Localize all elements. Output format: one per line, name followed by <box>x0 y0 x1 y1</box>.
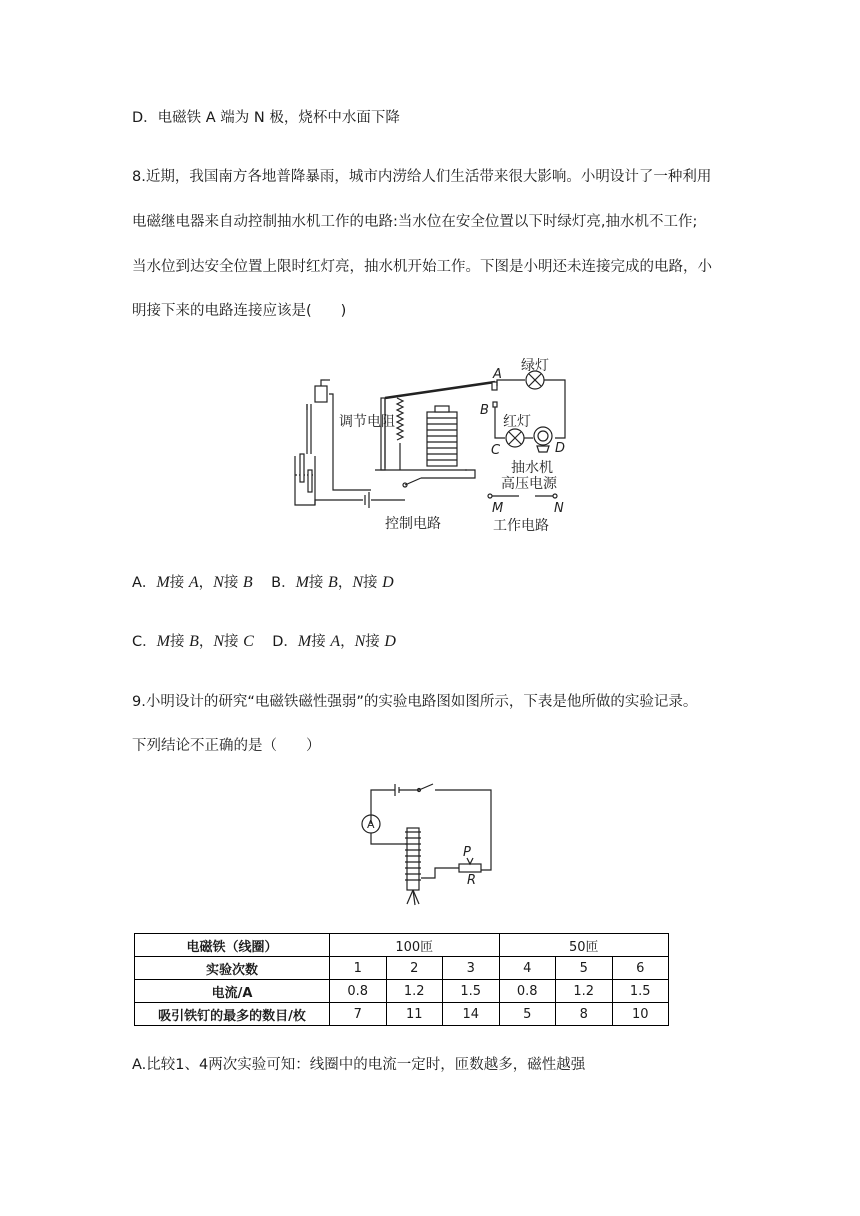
table-cell: 10 <box>612 1003 669 1026</box>
slider-p-label: P <box>463 845 471 860</box>
table-cell: 11 <box>386 1003 443 1026</box>
table-cell: 2 <box>386 957 443 980</box>
q7-option-d: D．电磁铁 A 端为 N 极，烧杯中水面下降 <box>132 110 400 126</box>
q8-line-4: 明接下来的电路连接应该是( ) <box>132 303 347 319</box>
q8-option-b: B．M接 B，N接 D <box>271 574 394 591</box>
green-lamp-label: 绿灯 <box>521 358 549 374</box>
terminal-m-label: M <box>492 501 504 516</box>
resistor-r-label: R <box>467 873 477 888</box>
q8-option-a: A．M接 A，N接 B <box>132 574 253 591</box>
experiment-record-table <box>134 933 669 1026</box>
table-cell: 1 <box>330 957 387 980</box>
table-cell: 1.5 <box>443 980 500 1003</box>
table-cell: 14 <box>443 1003 500 1026</box>
table-cell: 0.8 <box>499 980 556 1003</box>
row-header-trial: 实验次数 <box>135 957 330 980</box>
q8-line-3: 当水位到达安全位置上限时红灯亮，抽水机开始工作。下图是小明还未连接完成的电路，小 <box>132 259 712 275</box>
group-100-turns: 100匝 <box>330 934 500 957</box>
terminal-n-label: N <box>554 501 564 516</box>
q8-option-c: C．M接 B，N接 C <box>132 633 254 650</box>
q8-options-row-1 <box>132 571 394 592</box>
work-circuit-label: 工作电路 <box>493 518 549 534</box>
terminal-b-label: B <box>480 403 489 418</box>
q9-line-2: 下列结论不正确的是（ ） <box>132 738 321 754</box>
relay-circuit-diagram <box>285 350 585 540</box>
q8-line-1: 8.近期，我国南方各地普降暴雨，城市内涝给人们生活带来很大影响。小明设计了一种利用 <box>132 169 712 185</box>
group-50-turns: 50匝 <box>499 934 669 957</box>
red-lamp-label: 红灯 <box>503 414 531 430</box>
table-cell: 3 <box>443 957 500 980</box>
table-cell: 5 <box>556 957 613 980</box>
table-cell: 6 <box>612 957 669 980</box>
table-cell: 1.2 <box>386 980 443 1003</box>
table-row <box>135 980 669 1003</box>
control-circuit-label: 控制电路 <box>385 516 441 532</box>
terminal-c-label: C <box>491 443 501 458</box>
table-row <box>135 957 669 980</box>
terminal-d-label: D <box>555 441 566 456</box>
table-cell: 8 <box>556 1003 613 1026</box>
resistor-label: 调节电阻 <box>339 414 395 430</box>
table-cell: 5 <box>499 1003 556 1026</box>
table-cell: 1.5 <box>612 980 669 1003</box>
terminal-a-label: A <box>493 367 502 382</box>
table-cell: 4 <box>499 957 556 980</box>
q8-option-d: D．M接 A，N接 D <box>272 633 396 650</box>
hv-source-label: 高压电源 <box>501 476 557 492</box>
row-header-nails: 吸引铁钉的最多的数目/枚 <box>135 1003 330 1026</box>
ammeter-label: A <box>367 818 375 831</box>
row-header-current: 电流/A <box>135 980 330 1003</box>
q8-line-2: 电磁继电器来自动控制抽水机工作的电路:当水位在安全位置以下时绿灯亮,抽水机不工作; <box>132 214 698 230</box>
table-row <box>135 934 669 957</box>
table-cell: 1.2 <box>556 980 613 1003</box>
electromagnet-circuit-diagram <box>355 778 505 908</box>
pump-label: 抽水机 <box>511 460 553 476</box>
q9-line-1: 9.小明设计的研究“电磁铁磁性强弱”的实验电路图如图所示，下表是他所做的实验记录。 <box>132 694 698 710</box>
row-header-coil: 电磁铁（线圈） <box>135 934 330 957</box>
table-cell: 0.8 <box>330 980 387 1003</box>
q8-options-row-2 <box>132 630 396 651</box>
q9-option-a: A.比较1、4两次实验可知：线圈中的电流一定时，匝数越多，磁性越强 <box>132 1057 586 1073</box>
table-row <box>135 1003 669 1026</box>
table-cell: 7 <box>330 1003 387 1026</box>
